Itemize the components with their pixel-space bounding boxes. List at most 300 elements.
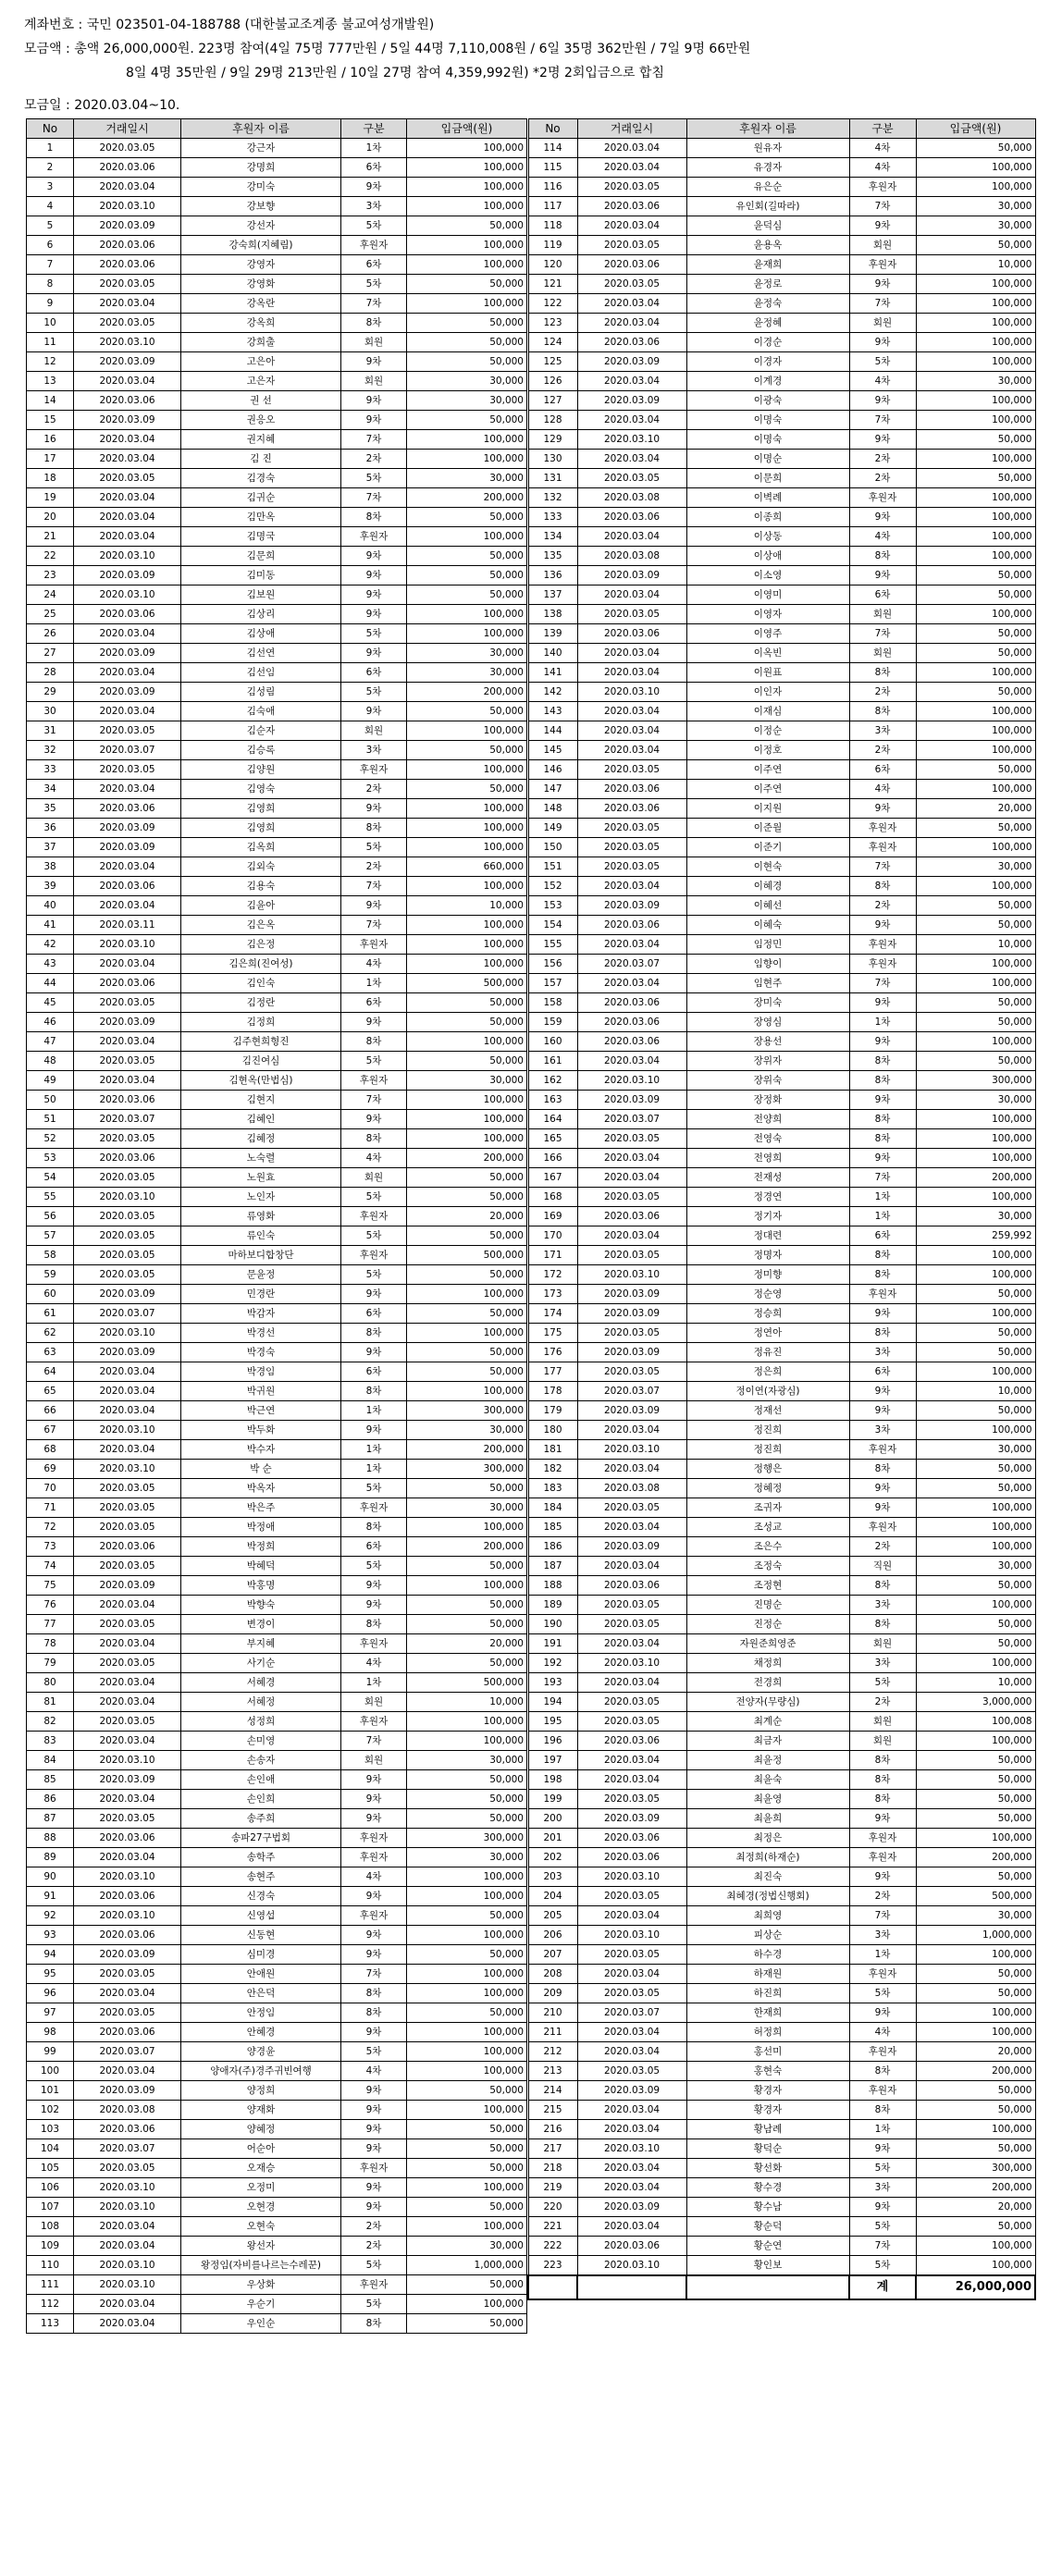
cell-type: 8차 [341, 314, 407, 333]
cell-type: 후원자 [341, 1498, 407, 1518]
cell-amount: 100,000 [916, 2120, 1035, 2139]
table-row [528, 1557, 1035, 1576]
table-row [27, 1732, 527, 1751]
cell-date: 2020.03.05 [577, 1887, 686, 1906]
cell-amount: 100,000 [407, 624, 527, 644]
cell-no: 202 [528, 1848, 577, 1867]
cell-amount: 100,000 [916, 1362, 1035, 1382]
cell-type: 회원 [849, 605, 916, 624]
cell-amount: 100,008 [916, 1712, 1035, 1732]
col-date: 거래일시 [74, 119, 181, 139]
cell-no: 134 [528, 527, 577, 547]
cell-date: 2020.03.04 [577, 1460, 686, 1479]
cell-name: 박경임 [181, 1362, 341, 1382]
cell-name: 윤덕심 [686, 216, 849, 236]
cell-date: 2020.03.05 [577, 275, 686, 294]
cell-no: 223 [528, 2256, 577, 2276]
cell-date: 2020.03.09 [74, 1770, 181, 1790]
cell-amount: 50,000 [916, 760, 1035, 780]
cell-amount: 200,000 [916, 2062, 1035, 2081]
table-row [27, 139, 527, 158]
cell-no: 174 [528, 1304, 577, 1324]
cell-date: 2020.03.07 [577, 1382, 686, 1401]
cell-date: 2020.03.05 [74, 1207, 181, 1226]
cell-type: 9차 [341, 1285, 407, 1304]
cell-type: 7차 [341, 488, 407, 508]
cell-type: 9차 [341, 547, 407, 566]
cell-name: 조정숙 [686, 1557, 849, 1576]
cell-name: 김영숙 [181, 780, 341, 799]
cell-name: 이주연 [686, 780, 849, 799]
cell-type: 2차 [849, 741, 916, 760]
table-row [528, 391, 1035, 411]
cell-amount: 100,000 [407, 760, 527, 780]
table-row [27, 2217, 527, 2237]
cell-name: 이정순 [686, 721, 849, 741]
cell-amount: 30,000 [916, 1906, 1035, 1926]
cell-no: 50 [27, 1091, 74, 1110]
cell-name: 황수남 [686, 2198, 849, 2217]
cell-date: 2020.03.04 [577, 1965, 686, 1984]
cell-no: 88 [27, 1829, 74, 1848]
cell-type: 1차 [849, 1188, 916, 1207]
cell-amount: 50,000 [407, 2003, 527, 2023]
cell-amount: 50,000 [916, 236, 1035, 255]
cell-date: 2020.03.06 [577, 624, 686, 644]
cell-date: 2020.03.06 [74, 1091, 181, 1110]
cell-type: 8차 [849, 1110, 916, 1129]
cell-amount: 50,000 [407, 508, 527, 527]
table-row [27, 2003, 527, 2023]
table-row [528, 1401, 1035, 1421]
cell-type: 8차 [341, 1324, 407, 1343]
cell-name: 박혜덕 [181, 1557, 341, 1576]
cell-amount: 660,000 [407, 857, 527, 877]
cell-date: 2020.03.08 [577, 488, 686, 508]
cell-amount: 500,000 [407, 1246, 527, 1265]
table-row [528, 644, 1035, 663]
table-row [27, 1926, 527, 1945]
cell-amount: 30,000 [407, 1421, 527, 1440]
table-row [528, 1382, 1035, 1401]
cell-no: 87 [27, 1809, 74, 1829]
cell-no: 92 [27, 1906, 74, 1926]
cell-type: 9차 [849, 1091, 916, 1110]
cell-name: 신경숙 [181, 1887, 341, 1906]
cell-date: 2020.03.06 [577, 1013, 686, 1032]
cell-name: 김만옥 [181, 508, 341, 527]
cell-amount: 100,000 [916, 333, 1035, 352]
table-row [27, 644, 527, 663]
cell-date: 2020.03.06 [74, 799, 181, 819]
cell-name: 이벽례 [686, 488, 849, 508]
cell-date: 2020.03.04 [577, 294, 686, 314]
cell-date: 2020.03.06 [74, 1537, 181, 1557]
cell-no: 156 [528, 955, 577, 974]
cell-no: 79 [27, 1654, 74, 1673]
cell-name: 윤정혜 [686, 314, 849, 333]
cell-name: 김선연 [181, 644, 341, 663]
cell-date: 2020.03.09 [577, 1285, 686, 1304]
cell-date: 2020.03.04 [74, 1032, 181, 1052]
cell-type: 8차 [849, 1324, 916, 1343]
table-row [528, 1071, 1035, 1091]
table-row [27, 2237, 527, 2256]
cell-amount: 259,992 [916, 1226, 1035, 1246]
cell-amount: 100,000 [916, 702, 1035, 721]
cell-date: 2020.03.04 [74, 896, 181, 916]
cell-type: 9차 [341, 178, 407, 197]
cell-no: 90 [27, 1867, 74, 1887]
cell-no: 65 [27, 1382, 74, 1401]
cell-date: 2020.03.05 [74, 1615, 181, 1634]
table-row [528, 1634, 1035, 1654]
table-row [528, 1188, 1035, 1207]
table-row [528, 2139, 1035, 2159]
cell-amount: 100,000 [407, 1984, 527, 2003]
table-row [27, 663, 527, 683]
cell-amount: 100,000 [916, 1265, 1035, 1285]
table-row [528, 819, 1035, 838]
table-row [27, 838, 527, 857]
cell-amount: 50,000 [407, 1013, 527, 1032]
cell-name: 마하보디합창단 [181, 1246, 341, 1265]
cell-amount: 50,000 [916, 585, 1035, 605]
cell-date: 2020.03.04 [577, 1557, 686, 1576]
cell-name: 김승록 [181, 741, 341, 760]
cell-amount: 100,000 [916, 2003, 1035, 2023]
cell-name: 정순영 [686, 1285, 849, 1304]
cell-no: 119 [528, 236, 577, 255]
cell-type: 7차 [849, 974, 916, 993]
cell-date: 2020.03.04 [74, 488, 181, 508]
table-row [27, 799, 527, 819]
table-row [528, 2159, 1035, 2178]
cell-name: 송주희 [181, 1809, 341, 1829]
cell-amount: 100,000 [407, 2062, 527, 2081]
cell-amount: 100,000 [916, 1498, 1035, 1518]
cell-no: 37 [27, 838, 74, 857]
cell-date: 2020.03.05 [74, 1052, 181, 1071]
cell-amount: 100,000 [407, 1110, 527, 1129]
cell-no: 60 [27, 1285, 74, 1304]
cell-date: 2020.03.06 [74, 2120, 181, 2139]
cell-no: 110 [27, 2256, 74, 2275]
cell-type: 7차 [341, 1965, 407, 1984]
cell-type: 8차 [849, 1770, 916, 1790]
cell-type: 후원자 [341, 236, 407, 255]
cell-no: 29 [27, 683, 74, 702]
cell-name: 양애자(주)경주귀빈여행 [181, 2062, 341, 2081]
cell-amount: 50,000 [407, 1654, 527, 1673]
table-row [528, 158, 1035, 178]
cell-name: 이경순 [686, 333, 849, 352]
cell-date: 2020.03.09 [74, 2081, 181, 2101]
cell-no: 45 [27, 993, 74, 1013]
cell-date: 2020.03.05 [74, 1129, 181, 1149]
table-row [27, 1673, 527, 1693]
cell-date: 2020.03.10 [74, 1751, 181, 1770]
cell-type: 1차 [849, 1013, 916, 1032]
cell-amount: 1,000,000 [916, 1926, 1035, 1945]
table-row [528, 2081, 1035, 2101]
cell-amount: 100,000 [916, 1032, 1035, 1052]
cell-amount: 50,000 [407, 275, 527, 294]
cell-amount: 100,000 [407, 1285, 527, 1304]
cell-no: 72 [27, 1518, 74, 1537]
cell-no: 204 [528, 1887, 577, 1906]
cell-date: 2020.03.06 [74, 1887, 181, 1906]
cell-no: 131 [528, 469, 577, 488]
cell-date: 2020.03.09 [577, 1343, 686, 1362]
cell-no: 76 [27, 1596, 74, 1615]
cell-name: 정기자 [686, 1207, 849, 1226]
cell-date: 2020.03.06 [577, 1576, 686, 1596]
cell-name: 강미숙 [181, 178, 341, 197]
table-row [27, 1091, 527, 1110]
cell-no: 108 [27, 2217, 74, 2237]
cell-no: 58 [27, 1246, 74, 1265]
cell-amount: 100,000 [407, 294, 527, 314]
cell-no: 162 [528, 1071, 577, 1091]
cell-type: 6차 [849, 760, 916, 780]
cell-no: 160 [528, 1032, 577, 1052]
cell-no: 222 [528, 2237, 577, 2256]
cell-no: 206 [528, 1926, 577, 1945]
table-row [27, 702, 527, 721]
cell-name: 이영자 [686, 605, 849, 624]
cell-date: 2020.03.04 [577, 2217, 686, 2237]
cell-name: 박감자 [181, 1304, 341, 1324]
table-row [27, 1343, 527, 1362]
cell-amount: 50,000 [407, 2120, 527, 2139]
cell-type: 8차 [341, 2003, 407, 2023]
cell-date: 2020.03.04 [74, 857, 181, 877]
cell-amount: 50,000 [407, 333, 527, 352]
cell-type: 회원 [341, 1751, 407, 1770]
table-row [528, 566, 1035, 585]
table-row [528, 1362, 1035, 1382]
cell-no: 121 [528, 275, 577, 294]
cell-date: 2020.03.04 [577, 1226, 686, 1246]
cell-type: 5차 [341, 2256, 407, 2275]
cell-name: 강보향 [181, 197, 341, 216]
cell-no: 62 [27, 1324, 74, 1343]
cell-date: 2020.03.05 [577, 857, 686, 877]
cell-amount: 500,000 [916, 1887, 1035, 1906]
cell-type: 후원자 [849, 488, 916, 508]
cell-type: 9차 [849, 1149, 916, 1168]
table-row [528, 1440, 1035, 1460]
cell-date: 2020.03.10 [577, 1265, 686, 1285]
cell-name: 김선임 [181, 663, 341, 683]
cell-name: 이명순 [686, 450, 849, 469]
table-row [27, 1304, 527, 1324]
cell-no: 64 [27, 1362, 74, 1382]
cell-no: 22 [27, 547, 74, 566]
cell-no: 104 [27, 2139, 74, 2159]
cell-no: 144 [528, 721, 577, 741]
cell-amount: 100,000 [407, 838, 527, 857]
cell-type: 1차 [849, 1945, 916, 1965]
cell-amount: 100,000 [916, 2256, 1035, 2276]
table-row [528, 1732, 1035, 1751]
table-row [27, 1362, 527, 1382]
cell-amount: 20,000 [407, 1207, 527, 1226]
cell-amount: 100,000 [916, 1654, 1035, 1673]
cell-amount: 100,000 [916, 877, 1035, 896]
table-row [27, 1790, 527, 1809]
table-row [27, 1440, 527, 1460]
cell-no: 201 [528, 1829, 577, 1848]
cell-date: 2020.03.06 [74, 1149, 181, 1168]
cell-amount: 100,000 [916, 663, 1035, 683]
cell-date: 2020.03.04 [577, 1168, 686, 1188]
cell-name: 김은희(진여성) [181, 955, 341, 974]
cell-type: 9차 [341, 2101, 407, 2120]
cell-amount: 300,000 [407, 1829, 527, 1848]
cell-date: 2020.03.10 [577, 1440, 686, 1460]
cell-name: 권응오 [181, 411, 341, 430]
cell-no: 135 [528, 547, 577, 566]
cell-name: 박정희 [181, 1537, 341, 1557]
table-row [27, 488, 527, 508]
cell-amount: 50,000 [407, 1265, 527, 1285]
table-row [27, 1032, 527, 1052]
cell-date: 2020.03.04 [577, 1149, 686, 1168]
cell-type: 1차 [341, 1401, 407, 1421]
cell-name: 이영주 [686, 624, 849, 644]
cell-amount: 50,000 [916, 1809, 1035, 1829]
table-row [528, 2062, 1035, 2081]
cell-type: 9차 [849, 216, 916, 236]
table-row [528, 1751, 1035, 1770]
cell-name: 이영미 [686, 585, 849, 605]
cell-type: 5차 [341, 1265, 407, 1285]
cell-date: 2020.03.09 [577, 2198, 686, 2217]
cell-no: 36 [27, 819, 74, 838]
cell-amount: 200,000 [407, 1149, 527, 1168]
table-row [27, 450, 527, 469]
table-row [27, 1712, 527, 1732]
cell-name: 신동현 [181, 1926, 341, 1945]
cell-type: 8차 [341, 819, 407, 838]
cell-amount: 100,000 [916, 1829, 1035, 1848]
table-row [27, 1693, 527, 1712]
cell-no: 89 [27, 1848, 74, 1867]
cell-amount: 100,000 [916, 411, 1035, 430]
cell-amount: 30,000 [407, 1498, 527, 1518]
cell-type: 8차 [341, 1032, 407, 1052]
cell-amount: 50,000 [916, 1615, 1035, 1634]
cell-type: 8차 [341, 1382, 407, 1401]
cell-no: 20 [27, 508, 74, 527]
cell-name: 진명순 [686, 1596, 849, 1615]
cell-amount: 100,000 [916, 1945, 1035, 1965]
cell-no: 18 [27, 469, 74, 488]
cell-no: 211 [528, 2023, 577, 2042]
cell-name: 한재희 [686, 2003, 849, 2023]
cell-date: 2020.03.05 [74, 1226, 181, 1246]
cell-no: 41 [27, 916, 74, 935]
cell-name: 이상애 [686, 547, 849, 566]
cell-date: 2020.03.04 [74, 430, 181, 450]
cell-date: 2020.03.04 [577, 741, 686, 760]
table-row [27, 585, 527, 605]
cell-type: 5차 [341, 275, 407, 294]
cell-type: 2차 [341, 2237, 407, 2256]
cell-amount: 200,000 [916, 2178, 1035, 2198]
table-row [528, 255, 1035, 275]
cell-name: 이준월 [686, 819, 849, 838]
cell-no: 6 [27, 236, 74, 255]
cell-no: 215 [528, 2101, 577, 2120]
cell-no: 86 [27, 1790, 74, 1809]
cell-amount: 100,000 [916, 1149, 1035, 1168]
cell-name: 홍선미 [686, 2042, 849, 2062]
cell-date: 2020.03.09 [74, 352, 181, 372]
cell-date: 2020.03.07 [577, 1110, 686, 1129]
table-row [27, 1129, 527, 1149]
cell-type: 6차 [341, 255, 407, 275]
table-row [27, 2042, 527, 2062]
cell-amount: 50,000 [916, 1770, 1035, 1790]
table-row [27, 216, 527, 236]
cell-type: 후원자 [341, 1712, 407, 1732]
cell-date: 2020.03.10 [74, 1324, 181, 1343]
cell-no: 28 [27, 663, 74, 683]
cell-no: 141 [528, 663, 577, 683]
table-row [27, 1052, 527, 1071]
cell-type: 9차 [849, 1498, 916, 1518]
cell-type: 8차 [849, 1615, 916, 1634]
table-row [528, 721, 1035, 741]
table-row [27, 1110, 527, 1129]
cell-no: 26 [27, 624, 74, 644]
cell-amount: 100,000 [916, 974, 1035, 993]
cell-date: 2020.03.04 [577, 527, 686, 547]
cell-type: 후원자 [341, 527, 407, 547]
cell-type: 9차 [341, 2139, 407, 2159]
cell-type: 9차 [341, 1421, 407, 1440]
cell-type: 9차 [849, 275, 916, 294]
cell-amount: 50,000 [916, 644, 1035, 663]
cell-date: 2020.03.05 [577, 1188, 686, 1207]
cell-no: 84 [27, 1751, 74, 1770]
total-row [528, 2275, 1035, 2299]
cell-type: 9차 [341, 1887, 407, 1906]
cell-name: 강근자 [181, 139, 341, 158]
cell-amount: 100,000 [407, 721, 527, 741]
cell-type: 후원자 [341, 2275, 407, 2295]
cell-date: 2020.03.04 [74, 663, 181, 683]
cell-date: 2020.03.05 [577, 1712, 686, 1732]
cell-date: 2020.03.10 [577, 2139, 686, 2159]
cell-date: 2020.03.04 [577, 585, 686, 605]
cell-no: 120 [528, 255, 577, 275]
table-row [528, 2217, 1035, 2237]
cell-name: 조정현 [686, 1576, 849, 1596]
cell-date: 2020.03.04 [74, 2237, 181, 2256]
cell-date: 2020.03.10 [74, 2256, 181, 2275]
cell-name: 김주현희형진 [181, 1032, 341, 1052]
cell-date: 2020.03.04 [74, 372, 181, 391]
cell-amount: 100,000 [407, 799, 527, 819]
cell-amount: 50,000 [407, 314, 527, 333]
cell-no: 200 [528, 1809, 577, 1829]
cell-date: 2020.03.04 [577, 663, 686, 683]
cell-type: 8차 [849, 1071, 916, 1091]
